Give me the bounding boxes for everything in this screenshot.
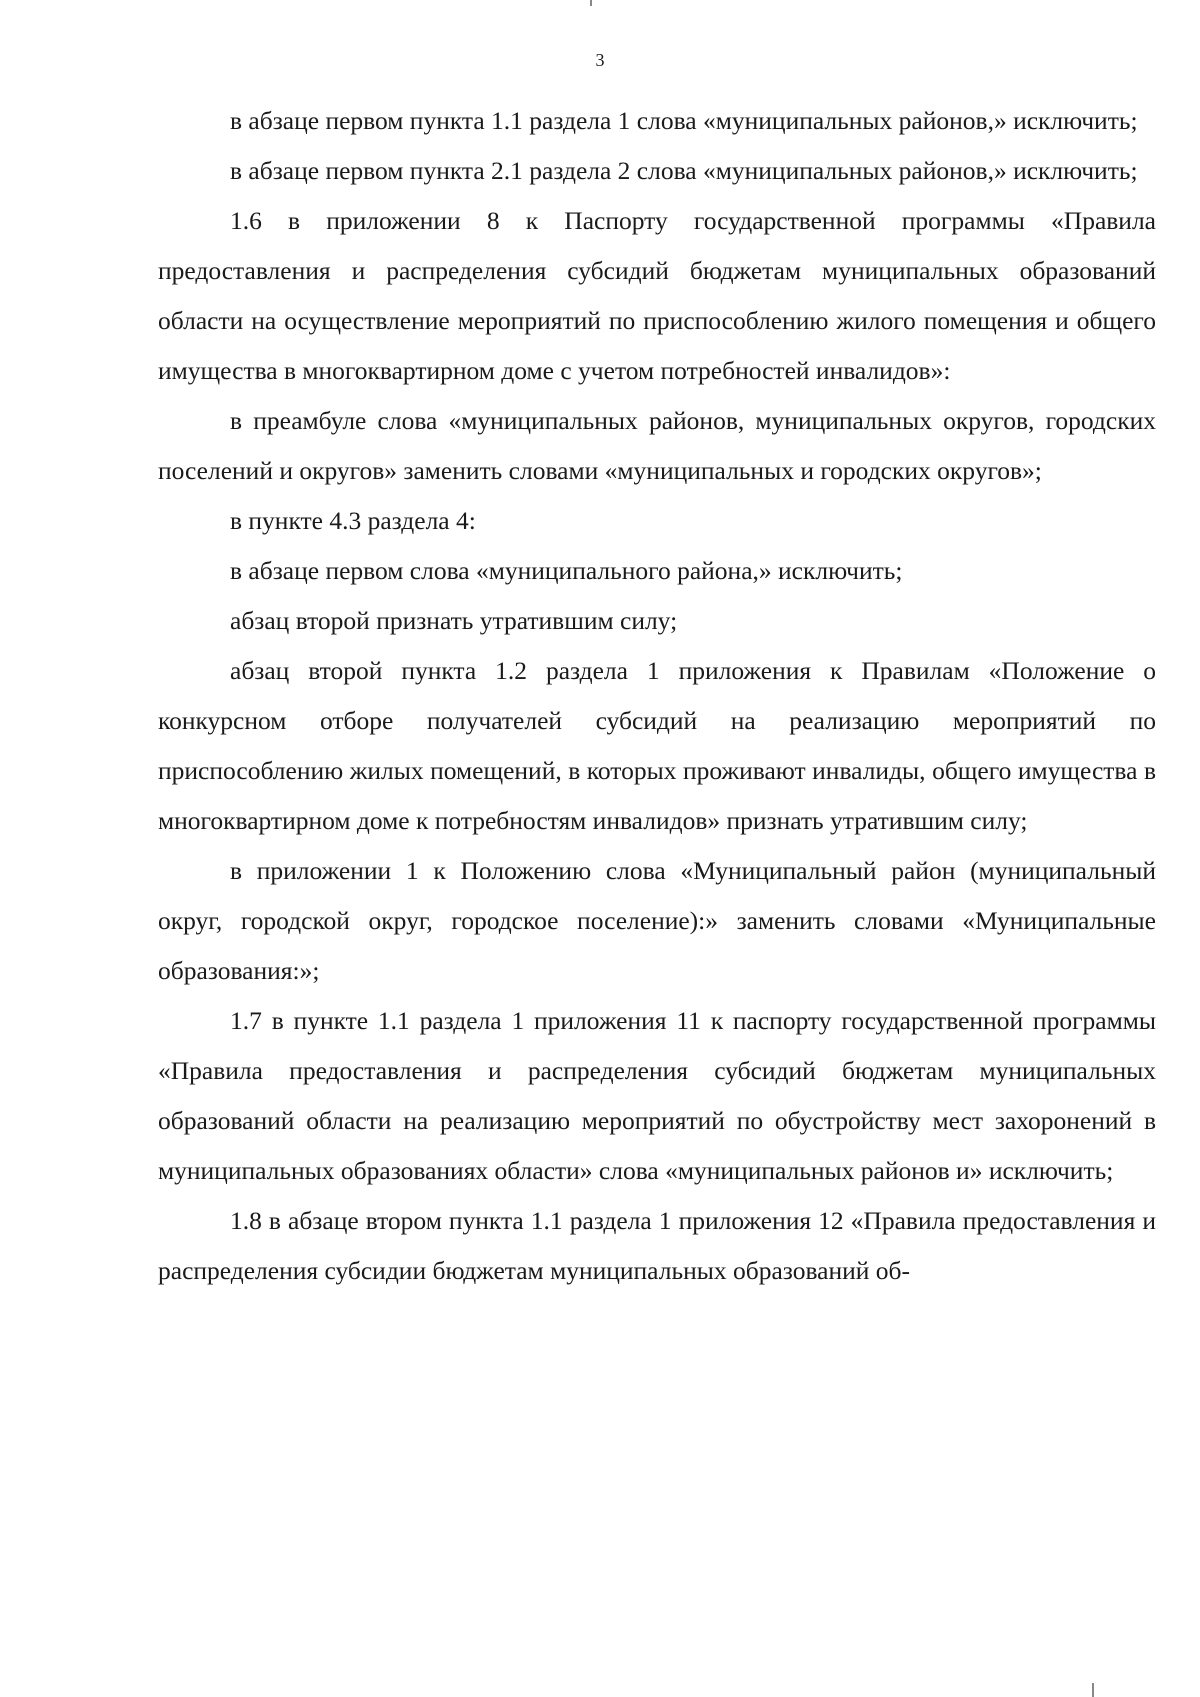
scan-mark-bottom xyxy=(1092,1683,1094,1697)
paragraph: в абзаце первом слова «муниципального района,» исключить; xyxy=(230,556,903,585)
paragraph: 1.7 в пункте 1.1 раздела 1 приложения 11 к паспорту государственной программы «Правила предоставления и распределения субсидий бюджетам муниципальных образований области на реализацию мероприятий по обустройству мест захоронений в муниципальных образованиях области» слова «муниципальных районов и» исключить; xyxy=(158,1006,1156,1185)
paragraph: в абзаце первом пункта 1.1 раздела 1 слова «муниципальных районов,» исключить; xyxy=(230,106,1138,135)
paragraph: в преамбуле слова «муниципальных районов, муниципальных округов, городских поселений и округов» заменить словами «муниципальных и городских округов»; xyxy=(158,406,1156,485)
scan-mark-top xyxy=(590,0,592,6)
paragraph: 1.6 в приложении 8 к Паспорту государственной программы «Правила предоставления и распределения субсидий бюджетам муниципальных образований области на осуществление мероприятий по приспособлению жилого помещения и общего имущества в многоквартирном доме с учетом потребностей инвалидов»: xyxy=(158,206,1156,385)
paragraph: 1.8 в абзаце втором пункта 1.1 раздела 1 приложения 12 «Правила предоставления и распределения субсидии бюджетам муниципальных образований об- xyxy=(158,1206,1156,1285)
paragraph: в абзаце первом пункта 2.1 раздела 2 слова «муниципальных районов,» исключить; xyxy=(230,156,1138,185)
paragraph: абзац второй признать утратившим силу; xyxy=(230,606,678,635)
paragraph: абзац второй пункта 1.2 раздела 1 приложения к Правилам «Положение о конкурсном отборе получателей субсидий на реализацию мероприятий по приспособлению жилых помещений, в которых проживают инвалиды, общего имущества в многоквартирном доме к потребностям инвалидов» признать утратившим силу; xyxy=(158,656,1156,835)
paragraph: в пункте 4.3 раздела 4: xyxy=(230,506,476,535)
paragraph: в приложении 1 к Положению слова «Муниципальный район (муниципальный округ, городской округ, городское поселение):» заменить словами «Муниципальные образования:»; xyxy=(158,856,1156,985)
document-body xyxy=(158,96,1156,1296)
page-number: 3 xyxy=(595,50,605,70)
